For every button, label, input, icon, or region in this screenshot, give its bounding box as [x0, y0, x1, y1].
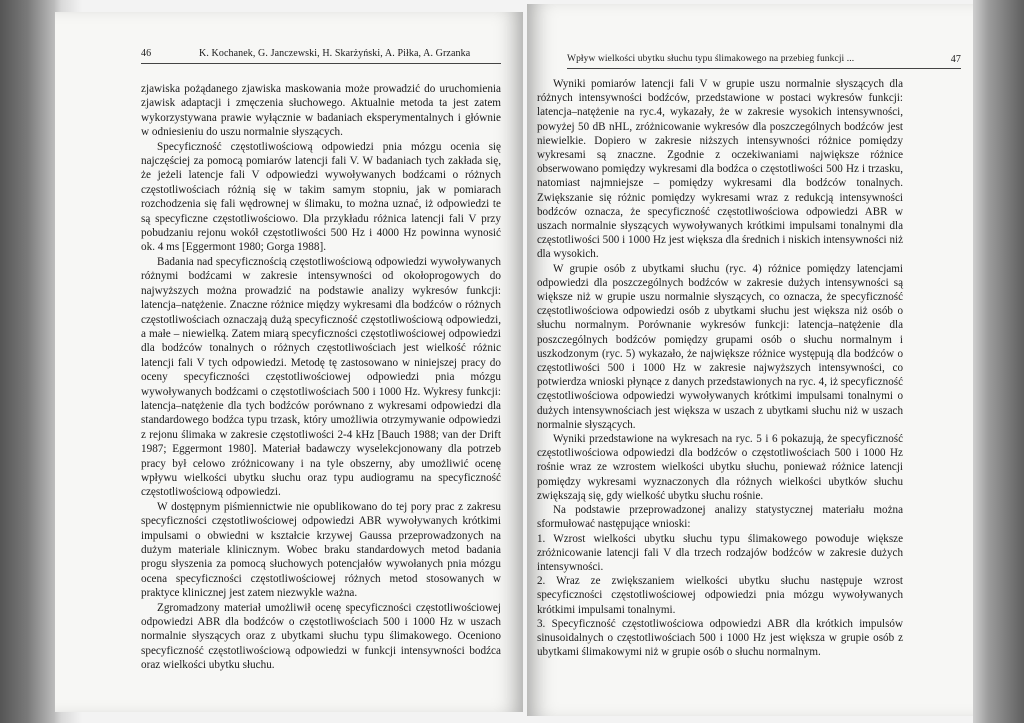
conclusion-item: 1. Wzrost wielkości ubytku słuchu typu ślimakowego powoduje większe zróżnicowanie latencji fali V dla trzech rodzajów bodźców w zakresie dużych intensywności. [537, 532, 903, 573]
left-body-text [141, 82, 501, 673]
conclusion-item: 3. Specyficzność częstotliwościowa odpowiedzi ABR dla krótkich impulsów sinusoidalnych o częstotliwościach 500 i 1000 Hz jest większa w grupie osób z ubytkami ślimakowymi niż w grupie osób o słuchu normalnym. [537, 617, 903, 659]
right-body-text [537, 77, 903, 659]
paragraph: W grupie osób z ubytkami słuchu (ryc. 4) różnice pomiędzy latencjami odpowiedzi dla poszczególnych bodźców w zakresie dużych intensywności są większe niż w grupie uszu normalnie słyszących, co oznacza, że specyficzność częstotliwościowa odpowiedzi osób z ubytkami słuchu jest większa niż osób o słuchu normalnym. Porównanie wykresów funkcji: latencja–natężenie dla poszczególnych bodźców pomiędzy grupami osób o słuchu normalnym i uszkodzonym (ryc. 5) wykazało, że największe różnice występują dla bodźców o częstotliwości 500 i 1000 Hz w zakresie najwyższych intensywności, co potwierdza wnioski płynące z danych przedstawionych na ryc. 4, iż specyficzność częstotliwościowa odpowiedzi wywoływanych krótkimi impulsami tonalnymi o dużych intensywnościach jest większa w uszach z ubytkami słuchu niż w uszach normalnie słyszących. [537, 262, 903, 431]
paragraph: zjawiska pożądanego zjawiska maskowania może prowadzić do uruchomienia zjawisk adaptacji i zmęczenia słuchowego. Aktualnie metoda ta jest zatem wykorzystywana prawie wyłącznie w badaniach eksperymentalnych i głównie w odniesieniu do uszu normalnie słyszących. [141, 83, 501, 139]
paragraph: W dostępnym piśmiennictwie nie opublikowano do tej pory prac z zakresu specyficzności częstotliwościowej odpowiedzi ABR wywoływanych krótkimi impulsami o obwiedni w kształcie krzywej Gaussa przeprowadzonych na dużym materiale klinicznym. Wobec braku standardowych metod badania progu słyszenia za pomocą słuchowych potencjałów wywołanych pnia mózgu ocena specyficzności częstotliwościowej różnych metod stosowanych w praktyce klinicznej jest zatem niezwykle ważna. [141, 500, 501, 600]
book-edge-right [973, 0, 1024, 723]
right-header-rule [567, 68, 961, 69]
paragraph: Na podstawie przeprowadzonej analizy statystycznej materiału można sformułować następujące wnioski: [537, 504, 903, 531]
left-page [55, 12, 523, 712]
left-page-number: 46 [141, 48, 152, 59]
conclusion-item: 2. Wraz ze zwiększaniem wielkości ubytku słuchu następuje wzrost specyficzności częstotliwościowej odpowiedzi pnia mózgu wywoływanych krótkimi impulsami tonalnymi. [537, 575, 903, 616]
right-page [527, 4, 973, 716]
right-page-number: 47 [950, 54, 961, 65]
right-running-head-title: Wpływ wielkości ubytku słuchu typu ślimakowego na przebieg funkcji ... [567, 54, 855, 64]
paragraph: Wyniki przedstawione na wykresach na ryc. 5 i 6 pokazują, że specyficzność częstotliwościowa odpowiedzi dla bodźców o częstotliwościach 500 i 1000 Hz rośnie wraz ze wzrostem wielkości ubytku słuchu, ponieważ różnice latencji pomiędzy wykresami wyznaczonych dla różnych wielkości ubytków słuchu zwiększają się, gdy wielkość ubytku słuchu rośnie. [537, 433, 903, 502]
left-header-rule [141, 63, 501, 64]
paragraph: Badania nad specyficznością częstotliwościową odpowiedzi wywoływanych różnymi bodźcami w zakresie intensywności od okołoprogowych do najwyższych można prowadzić na podstawie analizy wykresów funkcji: latencja–natężenie. Znaczne różnice między wykresami dla bodźców o różnych częstotliwościach oznaczają dużą specyficzność częstotliwościową odpowiedzi, a małe – niewielką. Zatem miarą specyficzności częstotliwościowej odpowiedzi dla bodźców tonalnych o różnych częstotliwościach jest wielkość różnic latencji fali V tych odpowiedzi. Metodę tę zastosowano w niniejszej pracy do oceny specyficzności częstotliwościowej odpowiedzi pnia mózgu wywoływanych bodźcami o częstotliwościach 500 i 1000 Hz. Wykresy funkcji: latencja–natężenie dla tych bodźców porównano z wykresami odpowiedzi dla standardowego bodźca typu trzask, który umożliwia otrzymywanie odpowiedzi z rejonu ślimaka w zakresie częstotliwości 2-4 kHz [Bauch 1988; van der Drift 1987; Eggermont 1980]. Materiał badawczy wyselekcjonowany dla potrzeb pracy był celowo zróżnicowany i na tyle obszerny, aby umożliwić ocenę wpływu wielkości ubytku słuchu oraz typu audiogramu na specyficzność częstotliwościową odpowiedzi. [141, 255, 501, 499]
paragraph: Specyficzność częstotliwościową odpowiedzi pnia mózgu ocenia się najczęściej za pomocą pomiarów latencji fali V. W badaniach tych zakłada się, że jeżeli latencje fali V odpowiedzi wywoływanych bodźcami o różnych częstotliwościach różnią się w takim samym stopniu, jak w pomiarach rozchodzenia się fali wędrownej w ślimaku, to można uznać, iż odpowiedzi te są specyficzne częstotliwościowo. Dla przykładu różnica latencji fali V przy pobudzaniu rejonu wokół częstotliwości 500 Hz i 4000 Hz powinna wynosić ok. 4 ms [Eggermont 1980; Gorga 1988]. [141, 140, 501, 254]
book-edge-left [0, 0, 55, 723]
left-running-head-authors: K. Kochanek, G. Janczewski, H. Skarżyński, A. Piłka, A. Grzanka [199, 48, 471, 59]
paragraph: Zgromadzony materiał umożliwił ocenę specyficzności częstotliwościowej odpowiedzi ABR dla bodźców o częstotliwościach 500 i 1000 Hz w uszach normalnie słyszących oraz z ubytkami słuchu typu ślimakowego. Oceniono specyficzność częstotliwościową odpowiedzi w funkcji intensywności bodźca oraz wielkości ubytku słuchu. [141, 601, 501, 672]
paragraph: Wyniki pomiarów latencji fali V w grupie uszu normalnie słyszących dla różnych intensywności bodźców, przedstawione w postaci wykresów funkcji: latencja–natężenie na ryc.4, wykazały, że w zakresie wysokich intensywności, powyżej 50 dB nHL, zróżnicowanie wykresów dla poszczególnych bodźców jest niewielkie. Dopiero w zakresie niższych intensywności różnice pomiędzy wykresami są znaczne. Zgodnie z oczekiwaniami największe różnice obserwowano pomiędzy wykresami dla bodźca o częstotliwości 500 Hz i trzasku, natomiast najmniejsze – pomiędzy wykresami dla bodźców tonalnych. Zwiększanie się różnic pomiędzy wykresami wraz z redukcją intensywności bodźców oznacza, że specyficzność częstotliwościowa odpowiedzi ABR w uszach normalnie słyszących wywoływanych krótkimi impulsami tonalnymi dla częstotliwości 500 i 1000 Hz jest większa dla średnich i niskich intensywności niż dla wysokich. [537, 78, 903, 261]
